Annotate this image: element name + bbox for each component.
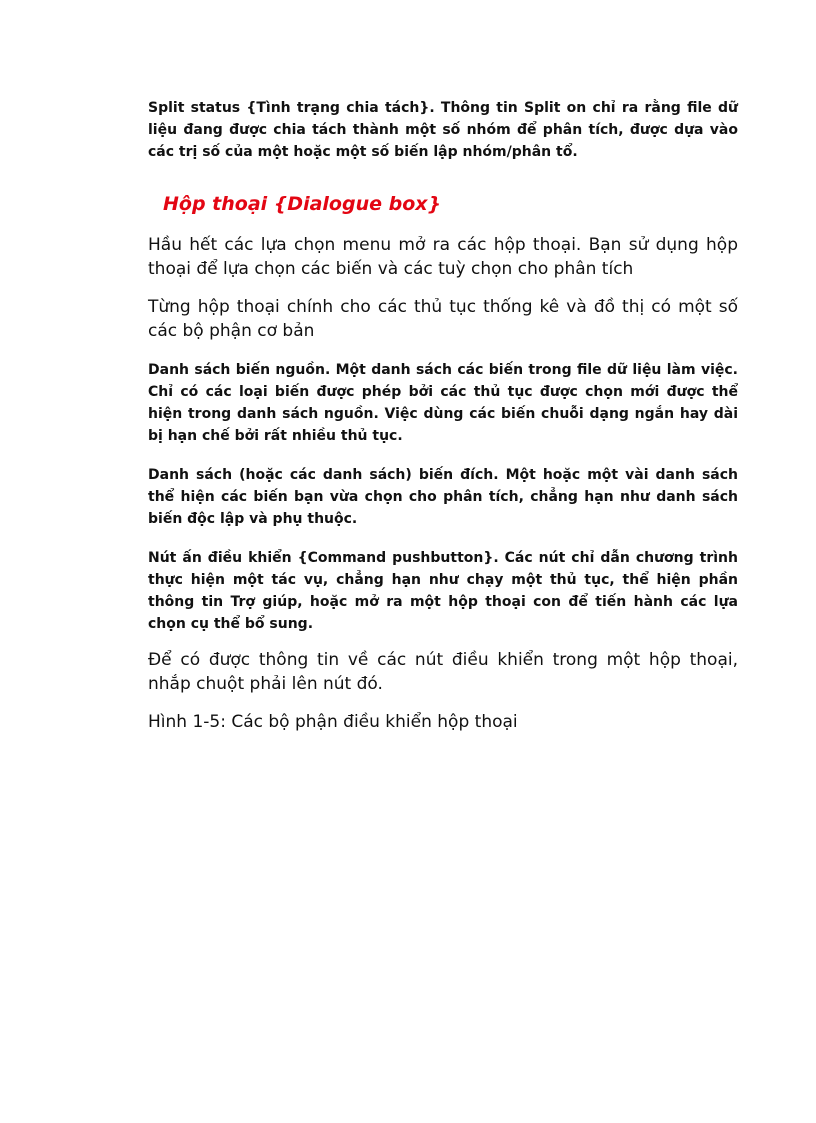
source-list-paragraph: Danh sách biến nguồn. Một danh sách các biến trong file dữ liệu làm việc. Chỉ có các loại biến được phép bởi các thủ tục được chọn mới được thể hiện trong danh sách nguồn. Việc dùng các biến chuỗi dạng ngắn hay dài bị hạn chế bởi rất nhiều thủ tục.: [148, 362, 738, 444]
figure-caption: Hình 1-5: Các bộ phận điều khiển hộp thoại: [148, 712, 518, 732]
command-button-paragraph: Nút ấn điều khiển {Command pushbutton}. Các nút chỉ dẫn chương trình thực hiện một tác vụ, chẳng hạn như chạy một thủ tục, thể hiện phần thông tin Trợ giúp, hoặc mở ra một hộp thoại con để tiến hành các lựa chọn cụ thể bổ sung.: [148, 550, 738, 632]
split-status-paragraph: Split status {Tình trạng chia tách}. Thông tin Split on chỉ ra rằng file dữ liệu đang được chia tách thành một số nhóm để phân tích, được dựa vào các trị số của một hoặc một số biến lập nhóm/phân tổ.: [148, 100, 738, 160]
section-heading: Hộp thoại {Dialogue box}: [163, 193, 442, 215]
right-click-tip-paragraph: Để có được thông tin về các nút điều khiển trong một hộp thoại, nhắp chuột phải lên nút đó.: [148, 650, 738, 694]
document-page: [148, 97, 738, 734]
main-parts-paragraph: Từng hộp thoại chính cho các thủ tục thống kê và đồ thị có một số các bộ phận cơ bản: [148, 297, 738, 341]
intro-paragraph: Hầu hết các lựa chọn menu mở ra các hộp thoại. Bạn sử dụng hộp thoại để lựa chọn các biến và các tuỳ chọn cho phân tích: [148, 235, 738, 279]
target-list-paragraph: Danh sách (hoặc các danh sách) biến đích. Một hoặc một vài danh sách thể hiện các biến bạn vừa chọn cho phân tích, chẳng hạn như danh sách biến độc lập và phụ thuộc.: [148, 467, 738, 527]
